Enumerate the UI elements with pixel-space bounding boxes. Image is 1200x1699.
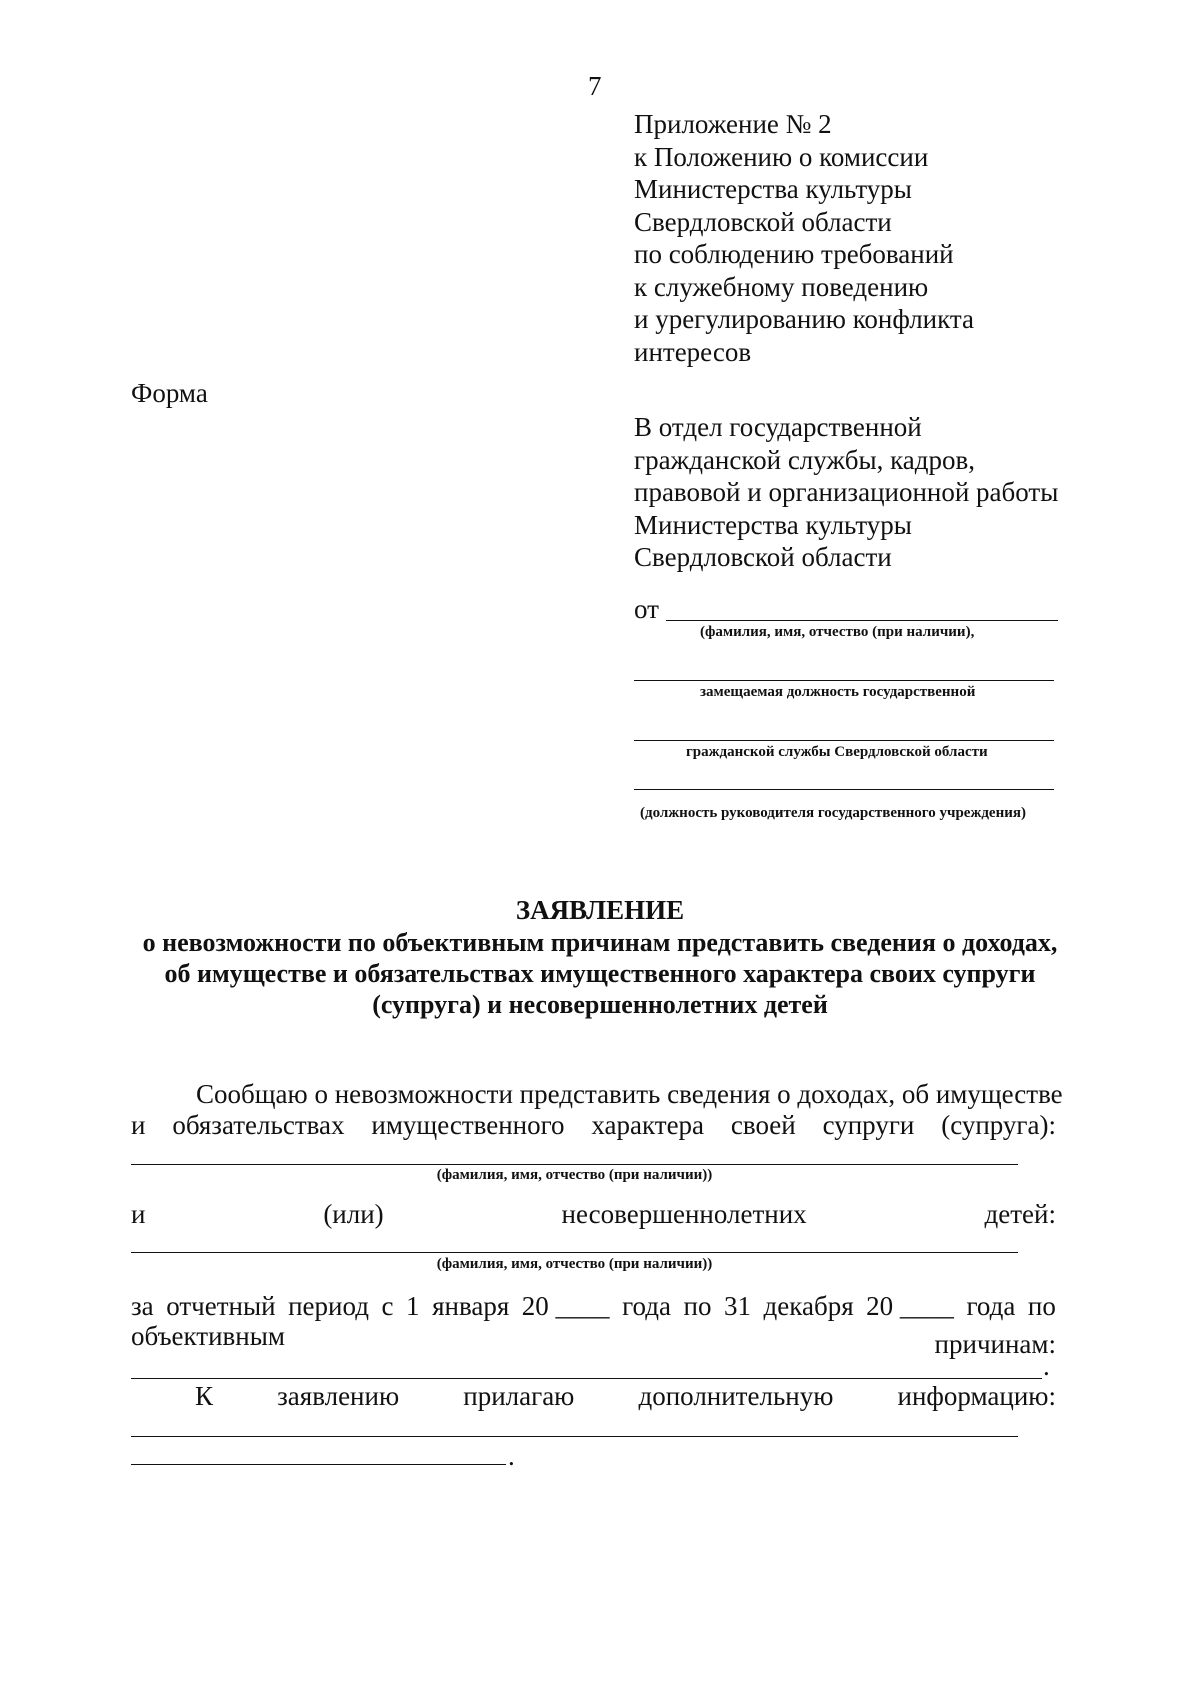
- addressee-line: В отдел государственной: [634, 412, 922, 442]
- spouse-name-field[interactable]: [131, 1164, 1018, 1165]
- word: (или): [323, 1199, 384, 1229]
- word: по: [1027, 1291, 1056, 1321]
- addressee-line: Министерства культуры: [634, 509, 912, 540]
- word: (супруга):: [941, 1110, 1056, 1140]
- word: с: [381, 1291, 394, 1321]
- word: и: [131, 1199, 146, 1229]
- appendix-line: Свердловской области: [634, 206, 892, 237]
- word: за: [131, 1291, 154, 1321]
- addressee-line: правовой и организационной работы: [634, 477, 1059, 507]
- word: характера: [591, 1110, 705, 1140]
- final-dot: .: [508, 1441, 515, 1471]
- head-position-field[interactable]: [634, 789, 1054, 790]
- statement-text-justified: [131, 1109, 1056, 1142]
- addressee-block: [634, 411, 1058, 574]
- caption-head: (должность руководителя государственного учреждения): [640, 805, 1026, 821]
- position-field[interactable]: [634, 680, 1054, 681]
- caption-position: замещаемая должность государственной: [700, 684, 976, 700]
- attachment-text-justified: [195, 1380, 1056, 1413]
- word: и: [131, 1110, 146, 1140]
- word: период: [288, 1291, 369, 1321]
- caption-children: (фамилия, имя, отчество (при наличии)): [436, 1256, 713, 1272]
- children-text-justified: [131, 1198, 1056, 1231]
- year-field-start[interactable]: 20 ____: [521, 1291, 610, 1321]
- reason-text-justified: [131, 1320, 1056, 1359]
- document-heading: ЗАЯВЛЕНИЕ: [515, 895, 685, 925]
- period-text-justified: [131, 1290, 1056, 1323]
- word: супруги: [822, 1110, 915, 1140]
- word: отчетный: [166, 1291, 276, 1321]
- form-label: Форма: [131, 378, 208, 408]
- word: информацию:: [897, 1381, 1056, 1411]
- word: 31: [724, 1291, 751, 1321]
- service-field[interactable]: [634, 740, 1054, 741]
- appendix-line: по соблюдению требований: [634, 239, 954, 269]
- word: несовершеннолетних: [561, 1199, 807, 1229]
- word: причинам:: [934, 1329, 1056, 1359]
- reasons-field[interactable]: [131, 1378, 1042, 1379]
- word: января: [432, 1291, 510, 1321]
- period-end-dot: .: [1043, 1351, 1050, 1381]
- word: прилагаю: [463, 1381, 575, 1411]
- appendix-line: и урегулированию конфликта: [634, 304, 975, 334]
- word: дополнительную: [638, 1381, 834, 1411]
- caption-name: (фамилия, имя, отчество (при наличии),: [700, 624, 975, 640]
- additional-info-field-2[interactable]: [131, 1464, 506, 1465]
- appendix-line: Приложение № 2: [634, 109, 832, 139]
- word: обязательствах: [172, 1110, 345, 1140]
- additional-info-field[interactable]: [131, 1436, 1018, 1437]
- addressee-line: гражданской службы, кадров,: [634, 444, 976, 475]
- page-number: 7: [588, 71, 602, 101]
- children-name-field[interactable]: [131, 1252, 1018, 1253]
- word: года: [966, 1291, 1016, 1321]
- caption-spouse: (фамилия, имя, отчество (при наличии)): [436, 1167, 713, 1183]
- addressee-line: Свердловской области: [634, 542, 892, 572]
- from-label: от: [634, 594, 659, 624]
- caption-service: гражданской службы Свердловской области: [686, 744, 988, 760]
- word: детей:: [984, 1199, 1056, 1229]
- appendix-line: к служебному поведению: [634, 271, 929, 302]
- document-subtitle-line: о невозможности по объективным причинам представить сведения о доходах,: [142, 928, 1058, 957]
- word: заявлению: [277, 1381, 400, 1411]
- word: своей: [730, 1110, 796, 1140]
- document-subtitle-line: об имуществе и обязательствах имущественного характера своих супруги: [164, 959, 1036, 988]
- word: 1: [406, 1291, 420, 1321]
- document-subtitle-line: (супруга) и несовершеннолетних детей: [372, 990, 828, 1019]
- word: имущественного: [371, 1110, 565, 1140]
- appendix-line: интересов: [634, 336, 752, 367]
- word: К: [195, 1381, 214, 1411]
- from-name-field[interactable]: [666, 620, 1058, 621]
- appendix-line: к Положению о комиссии: [634, 141, 929, 172]
- appendix-block: [634, 108, 974, 368]
- appendix-line: Министерства культуры: [634, 174, 912, 204]
- statement-text: Сообщаю о невозможности представить сведения о доходах, об имуществе: [196, 1079, 1063, 1109]
- word: по: [683, 1291, 712, 1321]
- word: декабря: [763, 1291, 854, 1321]
- word: объективным: [131, 1321, 285, 1351]
- word: года: [622, 1291, 671, 1321]
- year-field-end[interactable]: 20 ____: [866, 1291, 954, 1321]
